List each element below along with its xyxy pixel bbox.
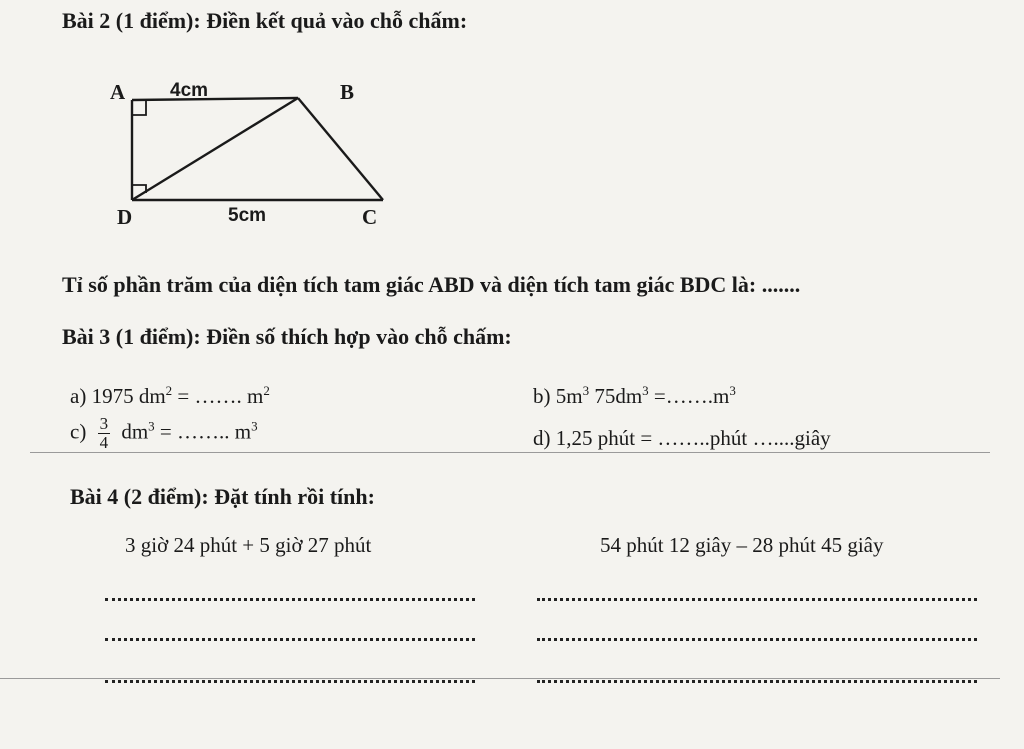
vertex-label-b: B [340, 80, 355, 104]
vertex-label-a: A [110, 80, 126, 104]
edge-bc [298, 98, 383, 200]
diagonal-bd [132, 98, 298, 200]
length-label-bottom: 5cm [228, 205, 267, 226]
right-angle-a [132, 100, 146, 115]
answer-line-right-2 [537, 638, 977, 641]
bai3-item-d: d) 1,25 phút = ……..phút …....giây [533, 426, 831, 450]
vertex-label-c: C [362, 205, 378, 229]
bai4-task-2: 54 phút 12 giây – 28 phút 45 giây [600, 533, 884, 557]
answer-line-left-2 [105, 638, 475, 641]
answer-line-right-3 [537, 680, 977, 683]
vertex-label-d: D [117, 205, 133, 229]
answer-line-left-3 [105, 680, 475, 683]
answer-line-left-1 [105, 598, 475, 601]
bottom-rule [0, 678, 1000, 679]
bai4-heading: Bài 4 (2 điểm): Đặt tính rồi tính: [70, 484, 375, 509]
bai3-item-b: b) $5m^3$ $75dm^3$ $=\dots\dots.m^3$ [533, 383, 736, 408]
bai3-item-c: c) $\frac{3}{4}$ $dm^3$ = …….. $m^3$ [70, 414, 258, 452]
fraction-three-quarters: $\frac{3}{4}$ [99, 414, 109, 452]
bai3-item-a: a) 1975 $dm^2$ = ……. $m^2$ [70, 383, 270, 408]
bai3-heading: Bài 3 (1 điểm): Điền số thích hợp vào chỗ chấm: [62, 324, 512, 349]
divider-line [30, 452, 990, 453]
edge-ab [132, 98, 298, 100]
length-label-top: 4cm [170, 80, 209, 101]
bai4-task-1: 3 giờ 24 phút + 5 giờ 27 phút [125, 533, 372, 557]
bai2-question: Tỉ số phần trăm của diện tích tam giác ABD và diện tích tam giác BDC là: ....... [62, 272, 801, 297]
answer-line-right-1 [537, 598, 977, 601]
bai2-heading: Bài 2 (1 điểm): Điền kết quả vào chỗ chấm: [62, 8, 468, 33]
